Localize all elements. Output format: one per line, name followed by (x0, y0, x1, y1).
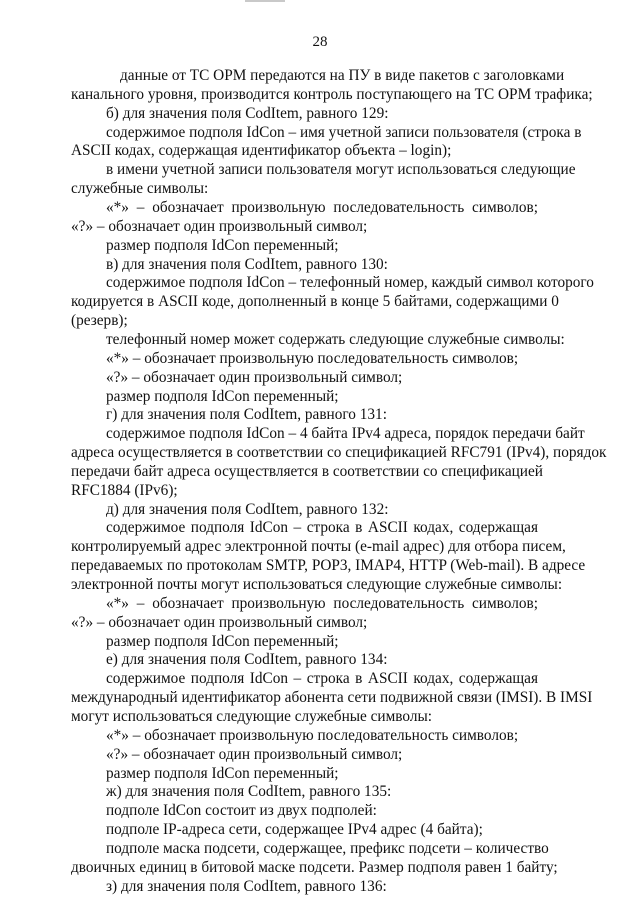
text-line: г) для значения поля CodItem, равного 131: (106, 406, 387, 424)
text-line: «?» – обозначает один произвольный символ; (71, 613, 368, 631)
text-line: е) для значения поля CodItem, равного 134: (106, 651, 388, 669)
text-line: «?» – обозначает один произвольный символ; (71, 217, 368, 235)
text-line: ASCII кодах, содержащая идентификатор объекта – login); (71, 142, 452, 160)
text-line: размер подполя IdCon переменный; (106, 236, 339, 254)
text-line: двоичных единиц в битовой маске подсети. Размер подполя равен 1 байту; (71, 858, 558, 876)
text-line: подполе IdCon состоит из двух подполей: (106, 802, 377, 820)
text-line: адреса осуществляется в соответствии со спецификацией RFC791 (IPv4), порядок (71, 444, 607, 461)
text-line: ж) для значения поля CodItem, равного 135: (106, 783, 392, 801)
text-line: телефонный номер может содержать следующие служебные символы: (106, 330, 565, 348)
text-line: содержимое подполя IdCon – строка в ASCII кодах, содержащая (106, 519, 538, 537)
text-line: содержимое подполя IdCon – имя учетной записи пользователя (строка в (106, 123, 582, 141)
text-line: кодируется в ASCII коде, дополненный в конце 5 байтами, содержащими 0 (71, 293, 559, 311)
text-line: данные от ТС ОРМ передаются на ПУ в виде пакетов с заголовками (120, 67, 565, 84)
text-line: размер подполя IdCon переменный; (106, 632, 339, 650)
text-line: «?» – обозначает один произвольный символ; (106, 368, 403, 386)
text-line: размер подполя IdCon переменный; (106, 387, 339, 405)
text-line: могут использоваться следующие служебные символы: (71, 707, 433, 725)
text-line: «?» – обозначает один произвольный символ; (106, 745, 403, 763)
text-line: (резерв); (71, 312, 128, 330)
text-line: RFC1884 (IPv6); (71, 481, 178, 499)
text-line: передачи байт адреса осуществляется в соответствии со спецификацией (71, 462, 543, 480)
text-line: «*» – обозначает произвольную последовательность символов; (106, 199, 538, 216)
text-line: подполе маска подсети, содержащее, префикс подсети – количество (106, 839, 549, 857)
text-line: подполе IP-адреса сети, содержащее IPv4 адрес (4 байта); (106, 821, 483, 838)
text-line: «*» – обозначает произвольную последовательность символов; (106, 726, 519, 744)
text-line: электронной почты могут использоваться следующие служебные символы: (71, 576, 563, 593)
scan-artifact (245, 0, 285, 2)
text-line: в имени учетной записи пользователя могут использоваться следующие (106, 161, 576, 179)
text-line: б) для значения поля CodItem, равного 129: (106, 104, 389, 122)
text-line: содержимое подполя IdCon – телефонный номер, каждый символ которого (106, 274, 594, 292)
text-line: д) для значения поля CodItem, равного 132: (106, 500, 389, 518)
text-line: «*» – обозначает произвольную последовательность символов; (106, 349, 519, 367)
text-line: контролируемый адрес электронной почты (e-mail адрес) для отбора писем, (71, 538, 566, 556)
page-number: 28 (312, 34, 328, 50)
text-line: служебные символы: (71, 180, 209, 198)
text-line: международный идентификатор абонента сети подвижной связи (IMSI). В IMSI (71, 689, 593, 707)
text-line: размер подполя IdCon переменный; (106, 764, 339, 782)
text-line: в) для значения поля CodItem, равного 130: (106, 255, 388, 273)
text-line: «*» – обозначает произвольную последовательность символов; (106, 594, 538, 612)
text-line: передаваемых по протоколам SMTP, POP3, IMAP4, HTTP (Web-mail). В адресе (71, 557, 586, 575)
text-line: з) для значения поля CodItem, равного 136: (106, 877, 387, 895)
text-line: канального уровня, производится контроль поступающего на ТС ОРМ трафика; (71, 85, 593, 103)
text-line: содержимое подполя IdCon – строка в ASCII кодах, содержащая (106, 670, 538, 688)
text-line: содержимое подполя IdCon – 4 байта IPv4 адреса, порядок передачи байт (106, 425, 585, 443)
